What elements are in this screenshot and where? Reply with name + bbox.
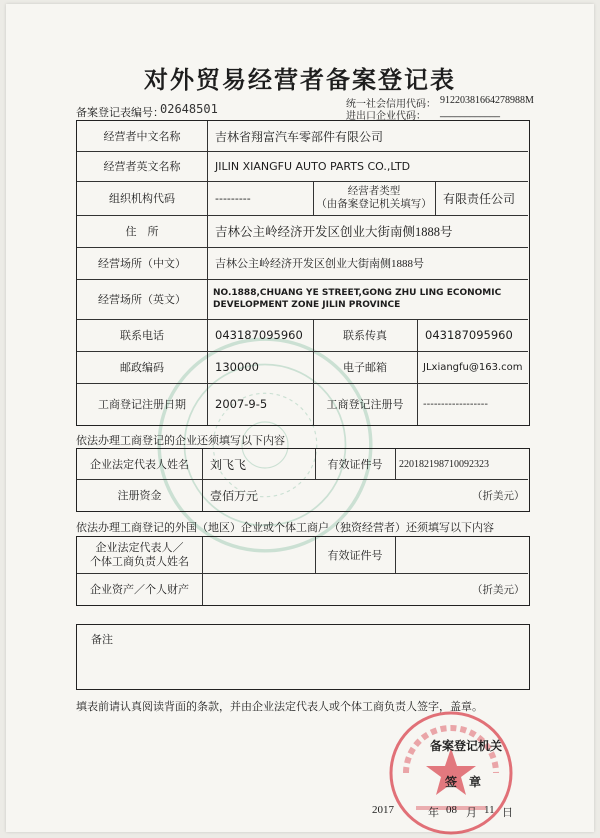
table-row <box>77 121 528 152</box>
ie-code-label: 进出口企业代码： <box>346 111 426 122</box>
address-value: 吉林公主岭经济开发区创业大街南侧1888号 <box>215 225 453 239</box>
id-no-label-2: 有效证件号 <box>327 549 383 562</box>
credit-code-value: 91220381664278988M <box>440 95 534 106</box>
operator-type-value: 有限责任公司 <box>443 191 516 206</box>
registration-agency: 备案登记机关 <box>430 739 503 753</box>
biz-reg-no-label: 工商登记注册号 <box>326 398 404 411</box>
table-row <box>77 247 528 280</box>
date-year-unit: 年 <box>428 806 439 819</box>
email-value: JLxiangfu@163.com <box>423 361 523 373</box>
main-table <box>76 120 530 426</box>
seal-label: 签章 <box>445 775 494 789</box>
place-en-label: 经营场所（英文） <box>98 293 186 306</box>
reg-date-value: 2007-9-5 <box>215 397 268 411</box>
section1-table <box>76 448 530 512</box>
org-code-label: 组织机构代码 <box>109 192 175 205</box>
reg-no-value: 02648501 <box>160 102 218 116</box>
footer-note: 填表前请认真阅读背面的条款，并由企业法定代表人或个体工商负责人签字，盖章。 <box>76 700 483 713</box>
page-title: 对外贸易经营者备案登记表 <box>144 66 456 94</box>
date-month-unit: 月 <box>466 806 477 819</box>
place-en-line-2: DEVELOPMENT ZONE JILIN PROVINCE <box>213 300 401 310</box>
en-name-label: 经营者英文名称 <box>103 160 181 173</box>
date-day-unit: 日 <box>502 806 513 819</box>
date-day: 11 <box>484 804 495 816</box>
fax-value: 043187095960 <box>425 328 513 342</box>
section2-table <box>76 536 530 606</box>
table-row <box>77 319 528 352</box>
phone-value: 043187095960 <box>215 328 303 342</box>
postcode-label: 邮政编码 <box>120 361 164 374</box>
fax-label: 联系传真 <box>343 329 387 342</box>
table-row <box>77 449 528 480</box>
reg-no-label: 备案登记表编号： <box>76 106 164 119</box>
date-year: 2017 <box>372 804 394 816</box>
id-no-label: 有效证件号 <box>327 458 383 471</box>
section1-title: 依法办理工商登记的企业还须填写以下内容 <box>76 434 285 447</box>
email-label: 电子邮箱 <box>343 361 387 374</box>
table-row <box>77 573 528 605</box>
capital-value: 壹佰万元 <box>210 488 259 503</box>
place-cn-label: 经营场所（中文） <box>98 257 186 270</box>
phone-label: 联系电话 <box>120 329 164 342</box>
capital-label: 注册资金 <box>117 489 162 502</box>
legal-rep-label: 企业法定代表人姓名 <box>90 458 189 471</box>
table-row <box>77 351 528 384</box>
remarks-box <box>76 624 530 690</box>
org-code-value: --------- <box>215 191 251 205</box>
legal-rep-value: 刘飞飞 <box>210 457 247 472</box>
remarks-label: 备注 <box>91 633 113 646</box>
table-row <box>77 181 528 216</box>
section2-title: 依法办理工商登记的外国（地区）企业或个体工商户（独资经营者）还须填写以下内容 <box>76 521 494 534</box>
table-row <box>77 479 528 511</box>
table-row <box>77 151 528 182</box>
date-month: 08 <box>446 804 457 816</box>
table-row <box>77 537 528 574</box>
rep-label-1: 企业法定代表人／ <box>95 541 184 554</box>
table-row <box>77 215 528 248</box>
rep-label-2: 个体工商负责人姓名 <box>90 555 189 568</box>
operator-type-label <box>313 181 435 215</box>
capital-unit: （折美元） <box>472 489 525 502</box>
cn-name-label: 经营者中文名称 <box>103 130 181 143</box>
id-no-value: 220182198710092323 <box>399 458 489 470</box>
place-en-line-1: NO.1888,CHUANG YE STREET,GONG ZHU LING ECONOMIC <box>213 288 502 298</box>
rep-label <box>77 537 202 573</box>
biz-reg-no-value: ------------------ <box>423 398 488 410</box>
address-label: 住 所 <box>125 225 159 238</box>
postcode-value: 130000 <box>215 360 259 374</box>
place-en-value <box>213 279 527 319</box>
credit-code-label: 统一社会信用代码： <box>346 99 436 110</box>
assets-label: 企业资产／个人财产 <box>90 583 189 596</box>
assets-unit: （折美元） <box>472 583 525 596</box>
reg-date-label: 工商登记注册日期 <box>98 398 186 411</box>
ie-code-value: ____________ <box>440 107 500 118</box>
operator-type-label-2: （由备案登记机关填写） <box>316 198 432 210</box>
cn-name-value: 吉林省翔富汽车零部件有限公司 <box>215 129 384 144</box>
operator-type-label-1: 经营者类型 <box>347 185 401 197</box>
en-name-value: JILIN XIANGFU AUTO PARTS CO.,LTD <box>215 159 411 173</box>
table-row <box>77 383 528 425</box>
place-cn-value: 吉林公主岭经济开发区创业大街南侧1888号 <box>215 258 424 270</box>
table-row <box>77 279 528 320</box>
